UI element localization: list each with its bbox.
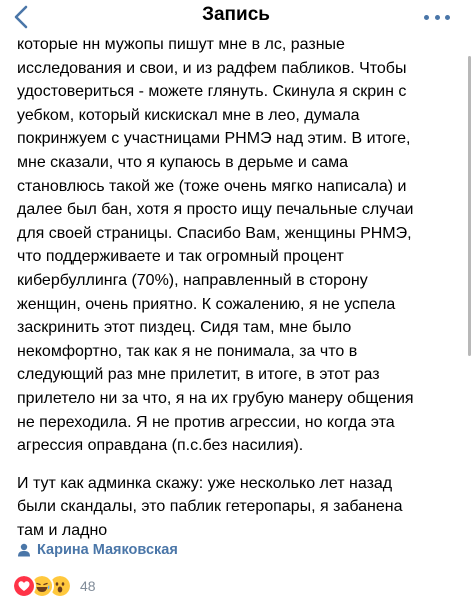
text-line: исследования и свои, и из радфем пабликов. Чтобы	[17, 59, 407, 77]
text-line: что поддерживаете и так огромный процент	[17, 248, 344, 266]
text-line: были скандалы, это паблик гетеропары, я забанена	[17, 498, 403, 516]
text-line: агрессия оправдана (п.с.без насилия).	[17, 437, 304, 455]
ellipsis-icon	[445, 15, 450, 20]
person-icon	[17, 543, 31, 557]
ellipsis-icon	[435, 15, 440, 20]
text-line: прилетело ни за что, я на их грубую манеру общения	[17, 389, 414, 407]
text-line: мне сказали, что я купаюсь в дерьме и сама	[17, 153, 349, 171]
text-line: покринжуем с участницами РНМЭ над этим. В итоге,	[17, 130, 411, 148]
top-bar	[0, 0, 472, 34]
heart-icon	[12, 574, 36, 598]
text-line: уебком, который кискискал мне в лео, думала	[17, 106, 360, 124]
text-line: становлюсь такой же (тоже очень мягко написала) и	[17, 177, 407, 195]
post-paragraph	[17, 472, 459, 543]
ellipsis-icon	[424, 15, 429, 20]
text-line: там и ладно	[17, 521, 108, 539]
reaction-count: 48	[80, 578, 96, 594]
text-line: следующий раз мне прилетит, в итоге, в этот раз	[17, 366, 380, 384]
text-line: И тут как админка скажу: уже несколько лет назад	[17, 474, 393, 492]
page-title: Запись	[202, 4, 270, 25]
reactions-bar[interactable]	[12, 574, 96, 598]
post-paragraph	[17, 33, 459, 458]
author-name: Карина Маяковская	[37, 542, 178, 558]
post-text	[17, 33, 459, 542]
text-line: удостовериться - можете глянуть. Скинула я скрин с	[17, 83, 407, 101]
text-line: кибербуллинга (70%), направленный в сторону	[17, 271, 368, 289]
text-line: женщин, очень приятно. К сожалению, я не успела	[17, 295, 396, 313]
scrollbar[interactable]	[468, 56, 471, 356]
more-options-button[interactable]	[424, 10, 450, 24]
text-line: не переходила. Я не против агрессии, но когда эта	[17, 413, 395, 431]
text-line: заскринить этот пиздец. Сидя там, мне было	[17, 319, 352, 337]
author-link[interactable]	[17, 540, 178, 560]
text-line: для своей страницы. Спасибо Вам, женщины РНМЭ,	[17, 224, 412, 242]
text-line: которые нн мужопы пишут мне в лс, разные	[17, 36, 345, 53]
text-line: некомфортно, так как я не понимала, за что в	[17, 342, 358, 360]
text-line: далее был бан, хотя я просто ищу печальные случаи	[17, 201, 414, 219]
